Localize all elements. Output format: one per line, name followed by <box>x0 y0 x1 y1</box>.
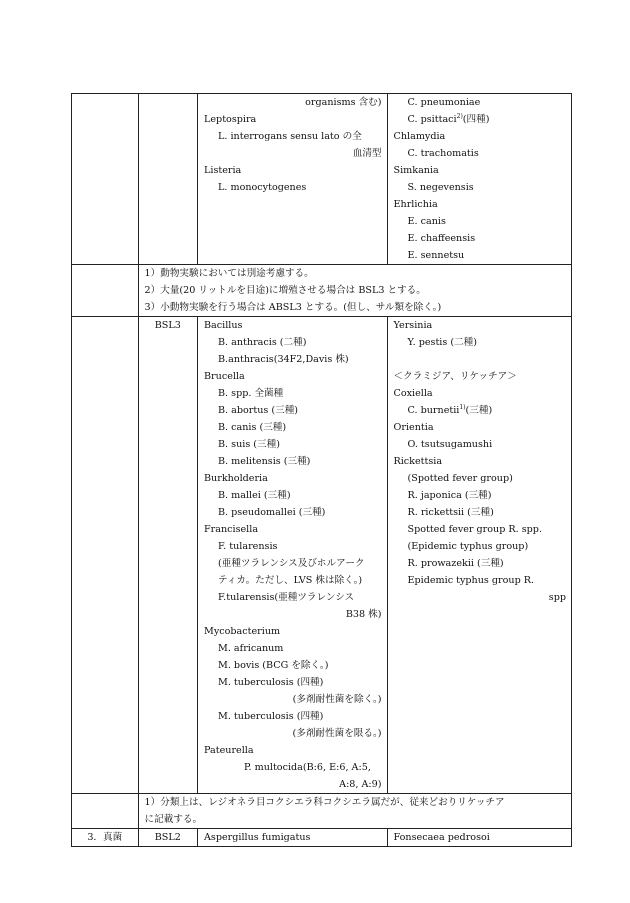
organism-name: (亜種ツラレンシス及びホルアーク <box>218 558 365 569</box>
organism-entry <box>198 776 387 793</box>
organism-name: B. canis (三種) <box>218 422 287 433</box>
organism-name: Bacillus <box>204 320 243 331</box>
level-label: BSL2 <box>154 832 181 843</box>
organism-entry <box>388 521 571 538</box>
organism-list-right <box>387 829 571 847</box>
footnote: 3）小動物実験を行う場合は ABSL3 とする。(但し、サル類を除く。) <box>144 302 442 313</box>
organism-entry <box>388 334 571 351</box>
organism-name: Coxiella <box>393 388 433 399</box>
organism-name: B. anthracis (二種) <box>218 337 307 348</box>
organism-entry <box>198 487 387 504</box>
organism-name: F.tularensis(亜種ツラレンシス <box>218 592 355 603</box>
organism-name: ＜クラミジア、リケッチア＞ <box>393 371 517 382</box>
organism-name: Ehrlichia <box>393 199 438 210</box>
organism-qualifier: (三種) <box>465 405 493 416</box>
organism-name: spp <box>548 592 566 603</box>
organism-entry <box>388 385 571 402</box>
organism-entry <box>198 674 387 691</box>
organism-name: Spotted fever group R. spp. <box>407 524 542 535</box>
organism-entry <box>388 572 571 589</box>
notes-cell <box>138 794 571 829</box>
category-cell <box>72 829 139 847</box>
organism-name: E. sennetsu <box>407 250 465 261</box>
organism-name: S. negevensis <box>407 182 474 193</box>
category-cell <box>72 794 139 829</box>
organism-entry <box>198 538 387 555</box>
organism-name: B. suis (三種) <box>218 439 280 450</box>
category-label: 3．真菌 <box>87 832 123 843</box>
organism-list-left <box>198 94 388 265</box>
organism-name: Listeria <box>204 165 242 176</box>
footnote: 1）分類上は、レジオネラ目コクシエラ科コクシエラ属だが、従来どおりリケッチア <box>144 797 505 808</box>
organism-name: C. pneumoniae <box>407 97 481 108</box>
organism-name: Pateurella <box>204 745 254 756</box>
category-cell <box>72 94 139 265</box>
organism-name: E. chaffeensis <box>407 233 476 244</box>
organism-list-left <box>198 317 388 794</box>
organism-entry <box>198 589 387 606</box>
category-cell <box>72 317 139 794</box>
organism-name: Y. pestis (二種) <box>407 337 478 348</box>
organism-entry <box>388 419 571 436</box>
organism-entry <box>198 470 387 487</box>
organism-entry <box>198 162 387 179</box>
organism-name: M. bovis (BCG を除く。) <box>218 660 329 671</box>
organism-entry <box>198 94 387 111</box>
organism-name: Orientia <box>393 422 434 433</box>
organism-name: Brucella <box>204 371 245 382</box>
organism-name: (多剤耐性菌を限る。) <box>292 728 382 739</box>
category-cell <box>72 265 139 317</box>
table-row <box>72 829 572 847</box>
organism-name: M. tuberculosis (四種) <box>218 677 324 688</box>
table-row <box>72 94 572 265</box>
level-cell <box>138 829 197 847</box>
organism-entry <box>198 436 387 453</box>
footnote-marker: 2) <box>456 112 463 120</box>
organism-list-right <box>387 317 571 794</box>
organism-entry: Fonsecaea pedrosoi <box>393 832 490 843</box>
organism-entry <box>388 538 571 555</box>
level-cell <box>138 94 197 265</box>
organism-entry <box>198 179 387 196</box>
footnote-marker: 1) <box>459 403 466 411</box>
organism-name: (Epidemic typhus group) <box>407 541 529 552</box>
organism-name: P. multocida(B:6, E:6, A:5, <box>244 762 371 773</box>
organism-name: R. japonica (三種) <box>407 490 492 501</box>
pathogen-table <box>71 93 572 847</box>
organism-name: Epidemic typhus group R. <box>407 575 535 586</box>
organism-entry <box>198 317 387 334</box>
organism-entry <box>388 145 571 162</box>
organism-name: Chlamydia <box>393 131 446 142</box>
organism-name: Yersinia <box>393 320 433 331</box>
organism-entry <box>388 179 571 196</box>
organism-entry <box>198 419 387 436</box>
organism-name: B. abortus (三種) <box>218 405 299 416</box>
organism-name: O. tsutsugamushi <box>407 439 493 450</box>
organism-name: Burkholderia <box>204 473 268 484</box>
organism-entry <box>198 640 387 657</box>
organism-entry <box>388 351 571 368</box>
organism-name: 血清型 <box>352 148 382 159</box>
organism-entry <box>198 555 387 572</box>
organism-name: R. prowazekii (三種) <box>407 558 504 569</box>
organism-entry <box>198 504 387 521</box>
organism-entry <box>198 725 387 742</box>
organism-entry <box>198 623 387 640</box>
organism-name: C. psittaci <box>407 114 457 125</box>
organism-entry <box>388 453 571 470</box>
organism-list-right <box>387 94 571 265</box>
organism-name: B. mallei (三種) <box>218 490 291 501</box>
organism-qualifier: (四種) <box>462 114 490 125</box>
organism-name: ティカ。ただし、LVS 株は除く。) <box>218 575 363 586</box>
organism-entry <box>198 145 387 162</box>
organism-entry <box>388 504 571 521</box>
organism-entry <box>388 128 571 145</box>
organism-entry <box>198 402 387 419</box>
organism-entry <box>198 759 387 776</box>
organism-name: C. burnetii <box>407 405 460 416</box>
organism-entry <box>388 402 571 419</box>
organism-entry <box>388 111 571 128</box>
footnote: に記載する。 <box>144 814 203 825</box>
organism-name: organisms 含む) <box>305 97 382 108</box>
organism-entry <box>198 368 387 385</box>
notes-cell <box>138 265 571 317</box>
organism-name: B. pseudomallei (三種) <box>218 507 326 518</box>
organism-name: B38 株) <box>345 609 382 620</box>
organism-entry <box>388 470 571 487</box>
organism-name: Leptospira <box>204 114 257 125</box>
table-row <box>72 794 572 829</box>
footnote: 1）動物実験においては別途考慮する。 <box>144 268 314 279</box>
level-cell <box>138 317 197 794</box>
table-row <box>72 265 572 317</box>
organism-entry <box>198 691 387 708</box>
organism-entry <box>388 368 571 385</box>
organism-name: L. monocytogenes <box>218 182 307 193</box>
organism-entry: Aspergillus fumigatus <box>204 832 311 843</box>
organism-entry <box>388 162 571 179</box>
organism-entry <box>198 334 387 351</box>
organism-name: E. canis <box>407 216 446 227</box>
organism-name: M. tuberculosis (四種) <box>218 711 324 722</box>
organism-name: (多剤耐性菌を除く。) <box>292 694 382 705</box>
organism-entry <box>388 317 571 334</box>
organism-entry <box>388 213 571 230</box>
organism-name: C. trachomatis <box>407 148 479 159</box>
organism-entry <box>198 606 387 623</box>
organism-list-left <box>198 829 388 847</box>
organism-entry <box>198 742 387 759</box>
organism-entry <box>388 487 571 504</box>
organism-entry <box>198 572 387 589</box>
organism-entry <box>198 385 387 402</box>
organism-entry <box>198 708 387 725</box>
organism-entry <box>388 589 571 606</box>
organism-entry <box>198 521 387 538</box>
organism-name: Rickettsia <box>393 456 443 467</box>
footnote: 2）大量(20 リットルを目途)に増殖させる場合は BSL3 とする。 <box>144 285 426 296</box>
organism-name: Simkania <box>393 165 439 176</box>
organism-name: F. tularensis <box>218 541 278 552</box>
organism-name: A:8, A:9) <box>339 779 382 790</box>
organism-name: L. interrogans sensu lato の全 <box>218 131 362 142</box>
organism-name: B.anthracis(34F2,Davis 株) <box>218 354 349 365</box>
organism-entry <box>198 111 387 128</box>
organism-name: (Spotted fever group) <box>407 473 513 484</box>
organism-entry <box>388 230 571 247</box>
organism-entry <box>388 247 571 264</box>
table-row <box>72 317 572 794</box>
organism-entry <box>388 436 571 453</box>
organism-name: B. spp. 全菌種 <box>218 388 284 399</box>
organism-entry <box>388 94 571 111</box>
organism-name: R. rickettsii (三種) <box>407 507 494 518</box>
organism-entry <box>388 555 571 572</box>
organism-entry <box>198 453 387 470</box>
organism-name: M. africanum <box>218 643 284 654</box>
organism-entry <box>198 657 387 674</box>
organism-name: B. melitensis (三種) <box>218 456 311 467</box>
organism-name: Francisella <box>204 524 259 535</box>
organism-entry <box>388 196 571 213</box>
organism-entry <box>198 351 387 368</box>
organism-name: Mycobacterium <box>204 626 281 637</box>
organism-entry <box>198 128 387 145</box>
level-label: BSL3 <box>154 320 181 331</box>
